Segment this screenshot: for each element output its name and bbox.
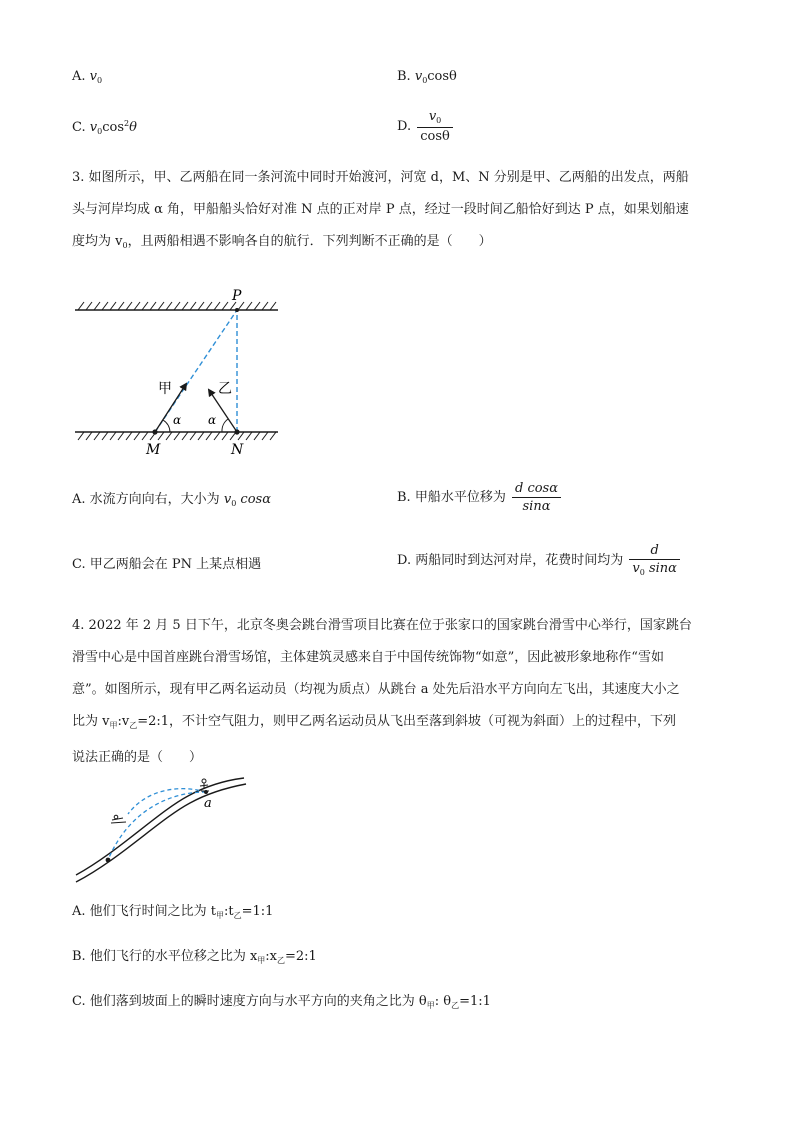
option-label: C. [72, 994, 86, 1009]
option-sub: 0 [231, 499, 237, 508]
angle-arc-jia [163, 420, 170, 432]
point-p [235, 308, 239, 312]
fraction [417, 110, 453, 143]
option-text: 他们飞行的水平位移之比为 x [89, 949, 258, 964]
q4-line4-b: :v [117, 714, 130, 729]
option-label: C. [72, 557, 86, 572]
option-label: D. [397, 553, 412, 568]
option-rest: cosθ [427, 69, 457, 84]
q3-line3-sub: 0 [122, 241, 128, 250]
label-a: a [204, 796, 212, 811]
slope-lower-line [76, 784, 246, 882]
q4-ski-slope-diagram [68, 772, 258, 887]
q3-line [72, 226, 732, 262]
option-sub1: 甲 [257, 956, 266, 965]
point-a [204, 790, 208, 794]
frac-num-var: v [428, 109, 437, 124]
option-sub: 0 [422, 76, 428, 85]
option-end: =2:1 [285, 949, 317, 964]
option-label: A. [72, 904, 86, 919]
q4-line: 滑雪中心是中国首座跳台滑雪场馆，主体建筑灵感来自于中国传统饰物“如意”，因此被形象地称作“雪如 [72, 650, 664, 665]
option-sub2: 乙 [277, 956, 286, 965]
option-text: 他们落到坡面上的瞬时速度方向与水平方向的夹角之比为 θ [89, 994, 427, 1009]
frac-den-var: v [632, 561, 640, 576]
q3-river-diagram [60, 280, 300, 460]
fraction [629, 544, 680, 577]
option-label: D. [397, 119, 412, 134]
q4-line: 4. 2022 年 2 月 5 日下午，北京冬奥会跳台滑雪项目比赛在位于张家口的国家跳台滑雪中心举行，国家跳台 [72, 618, 692, 633]
option-end: =1:1 [459, 994, 491, 1009]
option-sub1: 甲 [426, 1001, 435, 1010]
bottom-bank [75, 432, 278, 440]
label-n: N [231, 442, 244, 458]
q3-option-b[interactable] [397, 482, 561, 513]
option-sub2: 乙 [451, 1001, 460, 1010]
option-var: v [89, 69, 98, 84]
label-jia: 甲 [158, 381, 172, 397]
option-sub2: 乙 [233, 911, 242, 920]
q3-option-d[interactable] [397, 544, 680, 577]
q3-line: 头与河岸均成 α 角，甲船船头恰好对准 N 点的正对岸 P 点，经过一段时间乙船恰好到达 P 点，如果划船速 [72, 202, 689, 217]
q4-line [72, 706, 732, 742]
q4-option-c[interactable] [72, 995, 491, 1010]
landed-skier-icon [111, 815, 126, 823]
option-label: A. [72, 69, 86, 84]
q3-stem [72, 162, 732, 262]
option-label: B. [72, 949, 86, 964]
option-sup: 2 [124, 119, 130, 128]
option-text: 甲乙两船会在 PN 上某点相遇 [89, 557, 262, 572]
option-sub: 0 [97, 127, 103, 136]
option-label: B. [397, 69, 411, 84]
frac-den-rest: sinα [644, 561, 677, 576]
label-alpha-yi: α [208, 413, 217, 427]
point-m [152, 429, 157, 434]
label-alpha-jia: α [173, 413, 182, 427]
option-mid: :t [224, 904, 234, 919]
q3-option-a[interactable] [72, 493, 271, 508]
q4-line4-sub1: 甲 [109, 721, 118, 730]
option-mid: :x [265, 949, 278, 964]
frac-den-sub: 0 [639, 568, 645, 577]
option-text: 两船同时到达河对岸，花费时间均为 [415, 553, 624, 568]
option-sub: 0 [97, 76, 103, 85]
q4-line4-sub2: 乙 [129, 721, 138, 730]
landing-point [106, 858, 111, 863]
option-rest: cos [102, 120, 124, 135]
frac-den: cosθ [420, 129, 450, 144]
option-label: A. [72, 492, 86, 507]
option-var: v [89, 120, 98, 135]
frac-num: d [629, 544, 680, 560]
fraction [512, 482, 561, 513]
q3-line3-a: 度均为 v [72, 234, 123, 249]
option-var: v [223, 492, 232, 507]
q4-line: 说法正确的是（ ） [72, 750, 203, 765]
angle-arc-yi [222, 419, 228, 432]
frac-den: sinα [522, 499, 551, 514]
label-yi: 乙 [218, 381, 232, 397]
option-var: v [414, 69, 423, 84]
option-mid: : θ [434, 994, 452, 1009]
option-end: =1:1 [241, 904, 274, 919]
option-label: C. [72, 120, 86, 135]
option-sub1: 甲 [216, 911, 225, 920]
option-label: B. [397, 490, 411, 505]
q4-line4-c: =2:1，不计空气阻力，则甲乙两名运动员从飞出至落到斜坡（可视为斜面）上的过程中，下列 [137, 714, 677, 729]
option-text: 甲船水平位移为 [414, 490, 506, 505]
frac-num: d cosα [512, 482, 561, 498]
q4-option-a[interactable] [72, 905, 273, 920]
q4-option-b[interactable] [72, 950, 317, 965]
q4-line4-a: 比为 v [72, 714, 110, 729]
option-text: 水流方向向右，大小为 [89, 492, 220, 507]
slope-upper-line [76, 778, 244, 875]
option-rest: cosα [240, 492, 271, 507]
option-text: 他们飞行时间之比为 t [89, 904, 217, 919]
q3-option-c[interactable] [72, 558, 261, 571]
q3-line3-b: ，且两船相遇不影响各自的航行．下列判断不正确的是（ ） [127, 234, 492, 249]
point-n [234, 429, 239, 434]
option-rest2: θ [129, 120, 137, 135]
q2-option-b[interactable] [397, 70, 457, 85]
frac-num-sub: 0 [436, 116, 442, 125]
top-bank [75, 302, 278, 310]
label-p: P [232, 288, 242, 304]
q4-line: 意”。如图所示，现有甲乙两名运动员（均视为质点）从跳台 a 处先后沿水平方向向左飞出，其速度大小之 [72, 682, 680, 697]
q3-line: 3. 如图所示，甲、乙两船在同一条河流中同时开始渡河，河宽 d，M、N 分别是甲、乙两船的出发点，两船 [72, 170, 689, 185]
q2-option-c[interactable] [72, 120, 137, 136]
q4-stem [72, 610, 732, 774]
label-m: M [146, 442, 161, 458]
q2-option-d[interactable] [397, 110, 453, 143]
q2-option-a[interactable] [72, 70, 102, 85]
